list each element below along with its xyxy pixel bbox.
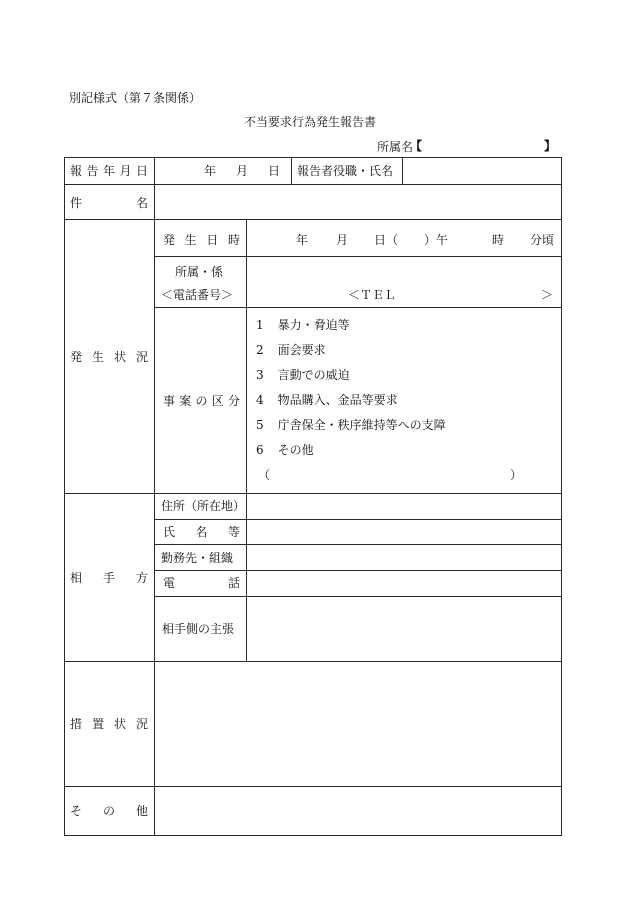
category-item[interactable]: 6 その他 (256, 443, 314, 457)
counterparty-phone-input[interactable] (247, 571, 561, 596)
report-year-unit: 年 (204, 164, 217, 178)
tel-label: ＜ＴＥＬ (348, 288, 397, 302)
occurrence-hour-unit: 時 (492, 233, 505, 247)
address-label: 住所（所在地） (161, 499, 246, 513)
workplace-input[interactable] (247, 545, 561, 570)
claim-input[interactable] (247, 597, 561, 661)
affiliation-input[interactable] (424, 136, 544, 152)
address-input[interactable] (247, 494, 561, 519)
name-label: 氏 名 等 (163, 525, 240, 539)
affiliation-bracket-close: 】 (544, 139, 557, 153)
annex-label: 別記様式（第７条関係） (69, 91, 202, 105)
other-detail-input[interactable] (272, 466, 508, 484)
reporter-name-input[interactable] (403, 158, 561, 184)
others-label: そ の 他 (70, 804, 148, 818)
occurrence-month-unit: 月 (336, 233, 349, 247)
affiliation-label: 所属名 (377, 140, 414, 154)
form-title: 不当要求行為発生報告書 (244, 115, 377, 129)
reporter-label: 報告者役職・氏名 (297, 164, 394, 178)
occurrence-datetime-label: 発 生 日 時 (163, 233, 240, 247)
name-input[interactable] (247, 520, 561, 544)
category-item[interactable]: 2 面会要求 (256, 343, 326, 357)
report-month-unit: 月 (236, 164, 249, 178)
dept-label: 所属・係 (175, 265, 224, 279)
subject-input[interactable] (155, 185, 561, 219)
occurrence-day-unit: 日（ (374, 233, 399, 247)
report-date-label: 報 告 年 月 日 (70, 164, 148, 178)
workplace-label: 勤務先・組織 (161, 551, 234, 565)
counterparty-phone-label: 電 話 (163, 576, 240, 590)
occurrence-section-label: 発 生 状 況 (70, 350, 148, 364)
category-item[interactable]: 4 物品購入、金品等要求 (256, 393, 398, 407)
dept-input[interactable] (247, 257, 561, 285)
category-item[interactable]: 3 言動での威迫 (256, 368, 350, 382)
measures-label: 措 置 状 況 (70, 717, 148, 731)
affiliation-bracket-open: 【 (410, 139, 423, 153)
other-paren-open: （ (258, 468, 271, 482)
category-label: 事 案 の 区 分 (163, 394, 240, 408)
others-input[interactable] (155, 787, 561, 835)
other-paren-close: ） (510, 468, 523, 482)
category-item[interactable]: 5 庁舎保全・秩序維持等への支障 (256, 418, 446, 432)
report-day-unit: 日 (268, 164, 281, 178)
counterparty-section-label: 相 手 方 (70, 571, 148, 585)
category-item[interactable]: 1 暴力・脅迫等 (256, 318, 350, 332)
occurrence-ampm-unit: ）午 (424, 233, 449, 247)
measures-input[interactable] (155, 662, 561, 786)
dept-phone-label: ＜電話番号＞ (161, 288, 234, 302)
subject-label: 件 名 (70, 196, 148, 210)
occurrence-year-unit: 年 (296, 233, 309, 247)
claim-label: 相手側の主張 (162, 622, 235, 636)
occurrence-minute-unit: 分頃 (530, 233, 555, 247)
tel-close: ＞ (541, 288, 554, 302)
